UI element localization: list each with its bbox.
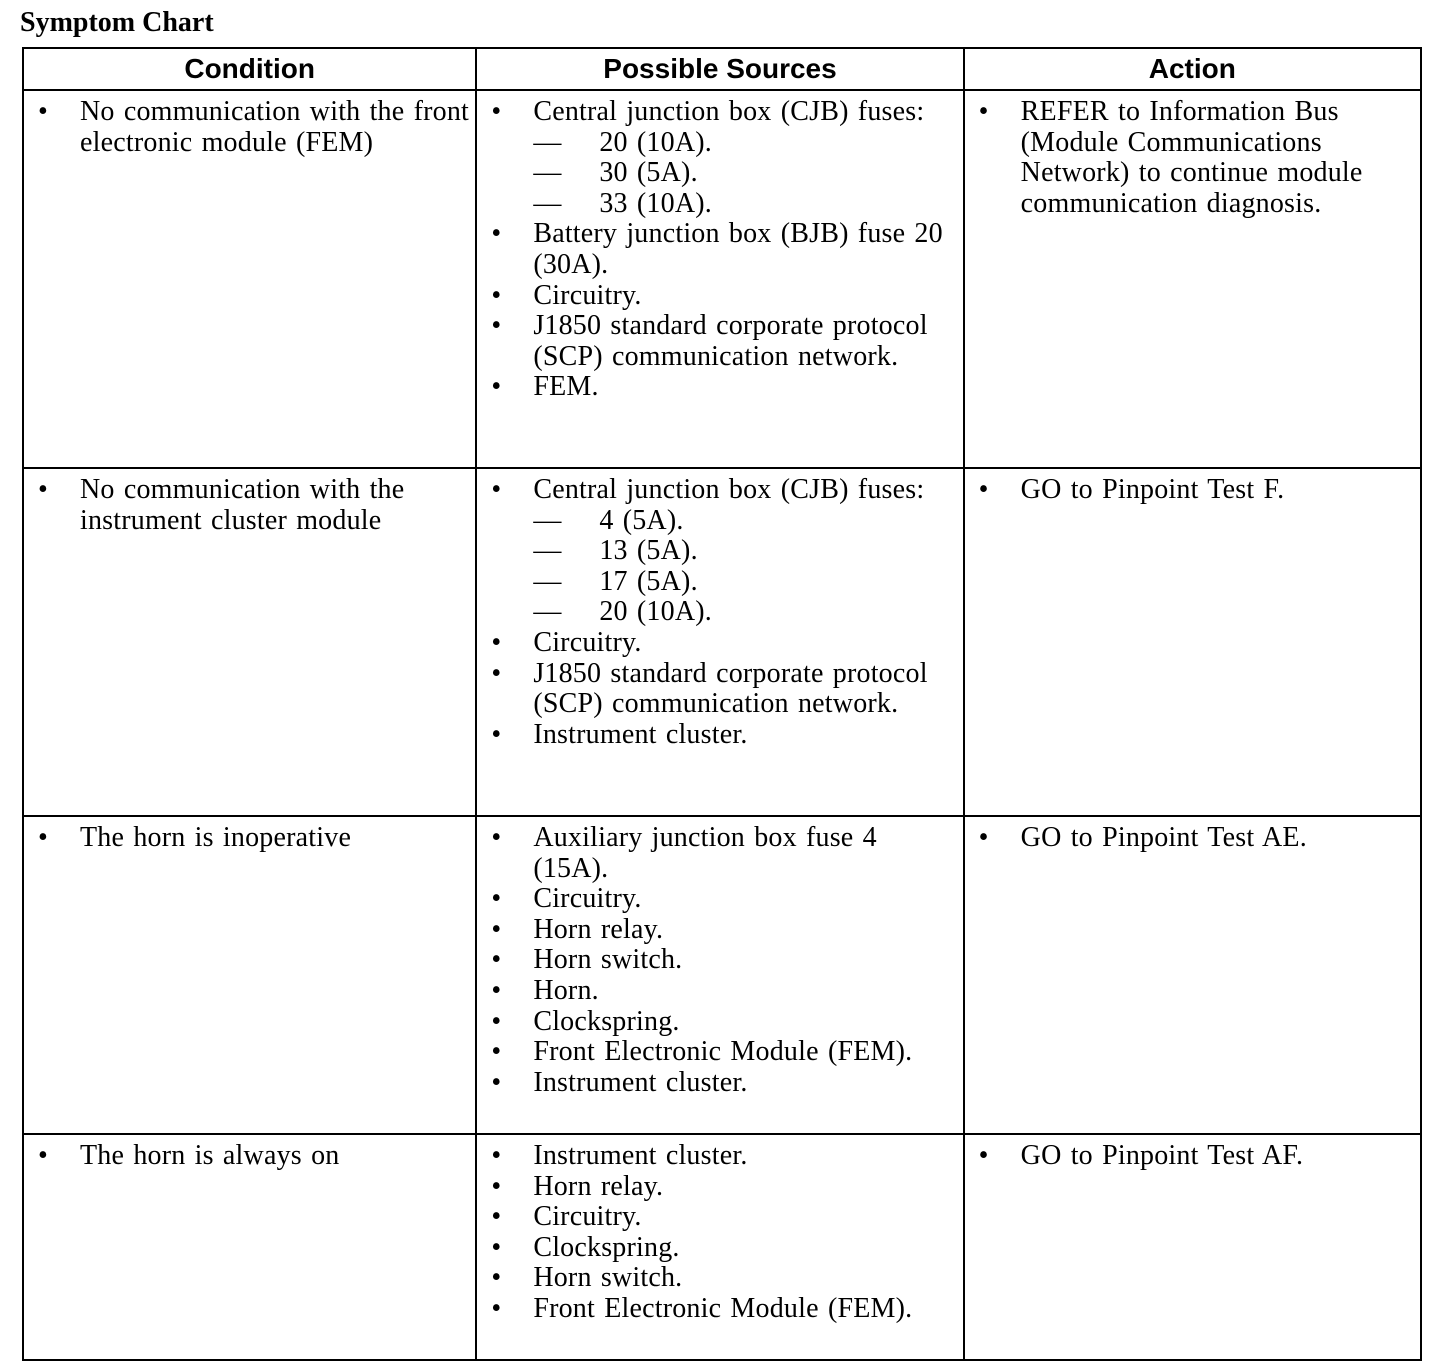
source-item <box>487 720 958 751</box>
action-item <box>975 823 1416 854</box>
page-title: Symptom Chart <box>20 7 214 38</box>
source-text: Circuitry. <box>533 279 642 311</box>
source-item <box>487 372 958 403</box>
bullet-icon: • <box>491 1231 502 1263</box>
bullet-icon: • <box>491 1201 502 1233</box>
fuse-text: 20 (10A). <box>599 596 712 628</box>
condition-text: No communication with the front electronic module (FEM) <box>80 96 470 158</box>
sources-cell <box>476 816 963 1134</box>
sources-cell <box>476 1134 963 1360</box>
source-item <box>487 219 958 280</box>
source-item <box>487 1263 958 1294</box>
fuse-subitem <box>533 597 958 628</box>
source-text: Central junction box (CJB) fuses: <box>533 96 925 127</box>
bullet-icon: • <box>491 822 502 853</box>
source-text: Instrument cluster. <box>533 718 748 750</box>
source-text: Horn switch. <box>533 944 683 976</box>
source-item <box>487 1141 958 1172</box>
source-item <box>487 1172 958 1203</box>
source-text: Horn relay. <box>533 1170 664 1202</box>
bullet-icon: • <box>491 96 502 127</box>
source-item <box>487 659 958 720</box>
condition-cell <box>23 816 476 1134</box>
bullet-icon: • <box>491 626 502 658</box>
source-text: FEM. <box>533 371 599 403</box>
bullet-icon: • <box>491 974 502 1006</box>
action-cell <box>964 1134 1421 1360</box>
action-item <box>975 475 1416 506</box>
table-row <box>23 1134 1421 1360</box>
source-item <box>487 1233 958 1264</box>
bullet-icon: • <box>491 310 502 342</box>
source-item <box>487 945 958 976</box>
source-text: Horn. <box>533 974 599 1006</box>
bullet-icon: • <box>491 1140 502 1171</box>
sources-cell <box>476 90 963 468</box>
source-text: Front Electronic Module (FEM). <box>533 1292 913 1324</box>
table-row <box>23 816 1421 1134</box>
fuse-subitem <box>533 128 958 159</box>
action-cell <box>964 468 1421 816</box>
fuse-subitem <box>533 189 958 220</box>
bullet-icon: • <box>491 218 502 250</box>
action-text: GO to Pinpoint Test AE. <box>1020 822 1307 853</box>
table-row <box>23 468 1421 816</box>
fuse-text: 20 (10A). <box>599 126 712 158</box>
action-cell <box>964 816 1421 1134</box>
bullet-icon: • <box>38 822 49 853</box>
source-text: J1850 standard corporate protocol (SCP) communication network. <box>533 657 928 720</box>
fuse-text: 30 (5A). <box>599 157 698 189</box>
bullet-icon: • <box>491 371 502 403</box>
bullet-icon: • <box>491 1292 502 1324</box>
bullet-icon: • <box>491 944 502 976</box>
source-text: Instrument cluster. <box>533 1066 748 1098</box>
bullet-icon: • <box>491 1262 502 1294</box>
fuse-subitem <box>533 567 958 598</box>
source-text: J1850 standard corporate protocol (SCP) communication network. <box>533 310 928 372</box>
bullet-icon: • <box>491 883 502 915</box>
condition-cell <box>23 1134 476 1360</box>
source-text: Clockspring. <box>533 1231 680 1263</box>
source-text: Horn relay. <box>533 913 664 945</box>
bullet-icon: • <box>38 1140 49 1171</box>
fuse-subitem <box>533 158 958 189</box>
action-text: GO to Pinpoint Test F. <box>1020 474 1285 505</box>
condition-header: Condition <box>23 48 476 90</box>
source-text: Front Electronic Module (FEM). <box>533 1036 913 1068</box>
action-cell <box>964 90 1421 468</box>
action-text: GO to Pinpoint Test AF. <box>1020 1140 1304 1171</box>
table-header-row <box>23 48 1421 90</box>
source-text: Circuitry. <box>533 626 642 658</box>
source-item <box>487 1294 958 1325</box>
source-item <box>487 1068 958 1099</box>
source-text: Horn switch. <box>533 1262 683 1294</box>
fuse-text: 33 (10A). <box>599 187 712 219</box>
bullet-icon: • <box>491 279 502 311</box>
condition-cell <box>23 90 476 468</box>
bullet-icon: • <box>491 718 502 750</box>
bullet-icon: • <box>491 657 502 689</box>
fuse-subitem <box>533 506 958 537</box>
condition-item <box>34 1141 471 1172</box>
dash-icon: — <box>533 565 562 597</box>
source-item <box>487 281 958 312</box>
source-item <box>487 628 958 659</box>
dash-icon: — <box>533 596 562 628</box>
source-item <box>487 1202 958 1233</box>
bullet-icon: • <box>491 913 502 945</box>
source-item <box>487 823 958 884</box>
bullet-icon: • <box>978 474 989 505</box>
bullet-icon: • <box>491 1036 502 1068</box>
action-header: Action <box>964 48 1421 90</box>
source-text: Circuitry. <box>533 883 642 915</box>
dash-icon: — <box>533 187 562 219</box>
bullet-icon: • <box>978 96 989 127</box>
bullet-icon: • <box>38 96 49 127</box>
condition-cell <box>23 468 476 816</box>
source-text: Circuitry. <box>533 1201 642 1233</box>
source-item <box>487 475 958 628</box>
table-row <box>23 90 1421 468</box>
source-text: Central junction box (CJB) fuses: <box>533 474 925 505</box>
bullet-icon: • <box>491 1066 502 1098</box>
symptom-chart-table <box>22 47 1422 1361</box>
dash-icon: — <box>533 535 562 567</box>
dash-icon: — <box>533 157 562 189</box>
dash-icon: — <box>533 126 562 158</box>
source-text: Instrument cluster. <box>533 1140 748 1171</box>
source-item <box>487 884 958 915</box>
source-item <box>487 97 958 219</box>
fuse-text: 4 (5A). <box>599 504 684 536</box>
action-text: REFER to Information Bus (Module Communications Network) to continue module communication diagnosis. <box>1020 96 1363 219</box>
fuse-text: 13 (5A). <box>599 535 698 567</box>
action-item <box>975 97 1416 219</box>
bullet-icon: • <box>491 474 502 505</box>
source-text: Battery junction box (BJB) fuse 20 (30A). <box>533 218 943 280</box>
possible-sources-header: Possible Sources <box>476 48 963 90</box>
source-item <box>487 915 958 946</box>
condition-text: The horn is always on <box>80 1140 340 1171</box>
dash-icon: — <box>533 504 562 536</box>
bullet-icon: • <box>491 1170 502 1202</box>
sources-cell <box>476 468 963 816</box>
source-item <box>487 976 958 1007</box>
source-text: Auxiliary junction box fuse 4 (15A). <box>533 822 877 884</box>
condition-item <box>34 475 471 536</box>
condition-text: The horn is inoperative <box>80 822 352 853</box>
bullet-icon: • <box>491 1005 502 1037</box>
condition-text: No communication with the instrument cluster module <box>80 474 405 536</box>
source-item <box>487 1037 958 1068</box>
fuse-subitem <box>533 536 958 567</box>
condition-item <box>34 823 471 854</box>
bullet-icon: • <box>38 474 49 505</box>
fuse-text: 17 (5A). <box>599 565 698 597</box>
source-item <box>487 1007 958 1038</box>
bullet-icon: • <box>978 1140 989 1171</box>
action-item <box>975 1141 1416 1172</box>
bullet-icon: • <box>978 822 989 853</box>
condition-item <box>34 97 471 158</box>
source-text: Clockspring. <box>533 1005 680 1037</box>
source-item <box>487 311 958 372</box>
